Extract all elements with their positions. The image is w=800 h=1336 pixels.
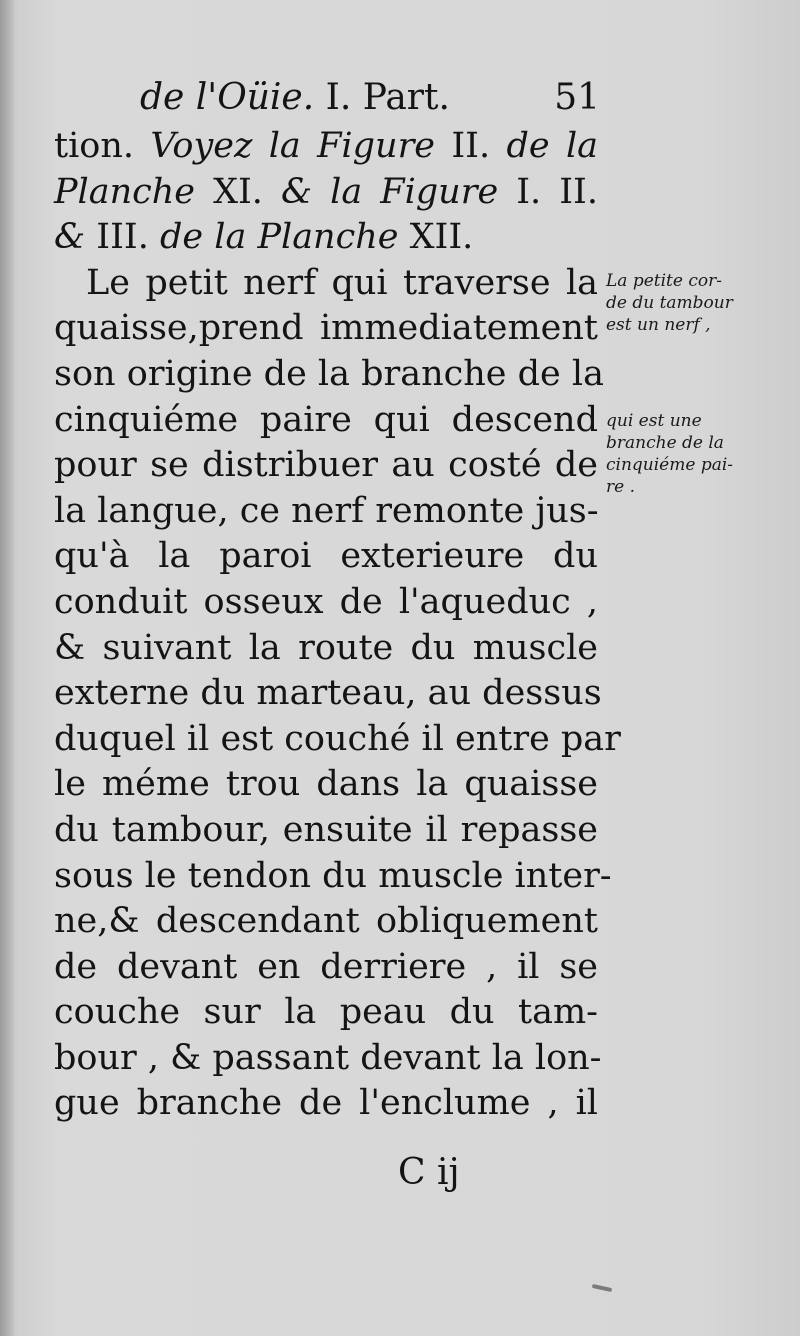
- text-line: ne,& descendant obliquement: [54, 901, 598, 942]
- text-line: la langue, ce nerf remonte jus-: [54, 490, 599, 531]
- paragraph-start-line: Le petit nerf qui traverse la: [86, 262, 598, 303]
- running-head-text: [140, 70, 450, 126]
- text-line: quaisse,prend immediatement: [54, 308, 598, 349]
- text-line: pour se distribuer au costé de: [54, 445, 598, 486]
- binding-edge: [0, 0, 14, 1336]
- text-line: & III. de la Planche XII.: [54, 217, 474, 258]
- text-line: externe du marteau, au dessus: [54, 673, 602, 714]
- text-line: Planche XI. & la Figure I. II.: [54, 171, 598, 212]
- margin-note-line: re .: [606, 477, 635, 497]
- margin-note-line: qui est une: [606, 411, 702, 431]
- text-line: le méme trou dans la quaisse: [54, 764, 598, 805]
- running-head-part: I. Part.: [325, 77, 450, 118]
- text-line: du tambour, ensuite il repasse: [54, 809, 598, 850]
- running-head: [140, 70, 600, 126]
- margin-note-line: branche de la: [606, 433, 724, 453]
- running-head-title: de l'Oüie.: [140, 77, 315, 118]
- margin-note-line: La petite cor-: [606, 271, 722, 291]
- text-line: gue branche de l'enclume , il: [54, 1083, 598, 1124]
- margin-note: [606, 410, 786, 498]
- page-number: 51: [554, 77, 600, 118]
- margin-notes: [606, 270, 786, 498]
- margin-note-line: de du tambour: [606, 293, 733, 313]
- signature-mark: C ij: [398, 1152, 460, 1193]
- text-line: conduit osseux de l'aqueduc ,: [54, 581, 598, 622]
- text-line: qu'à la paroi exterieure du: [54, 536, 598, 577]
- text-line: & suivant la route du muscle: [54, 627, 598, 668]
- paper-speck: [592, 1284, 612, 1292]
- text-line: sous le tendon du muscle inter-: [54, 855, 612, 896]
- text-line: duquel il est couché il entre par: [54, 718, 621, 759]
- margin-note: [606, 270, 786, 336]
- text-line: son origine de la branche de la: [54, 353, 604, 394]
- text-line: couche sur la peau du tam-: [54, 992, 598, 1033]
- text-line: de devant en derriere , il se: [54, 946, 598, 987]
- margin-note-line: est un nerf ,: [606, 315, 711, 335]
- margin-note-line: cinquiéme pai-: [606, 455, 734, 475]
- text-line: bour , & passant devant la lon-: [54, 1037, 602, 1078]
- text-line: cinquiéme paire qui descend: [54, 399, 598, 440]
- body-text: [54, 124, 621, 1127]
- text-line: tion. Voyez la Figure II. de la: [54, 126, 599, 166]
